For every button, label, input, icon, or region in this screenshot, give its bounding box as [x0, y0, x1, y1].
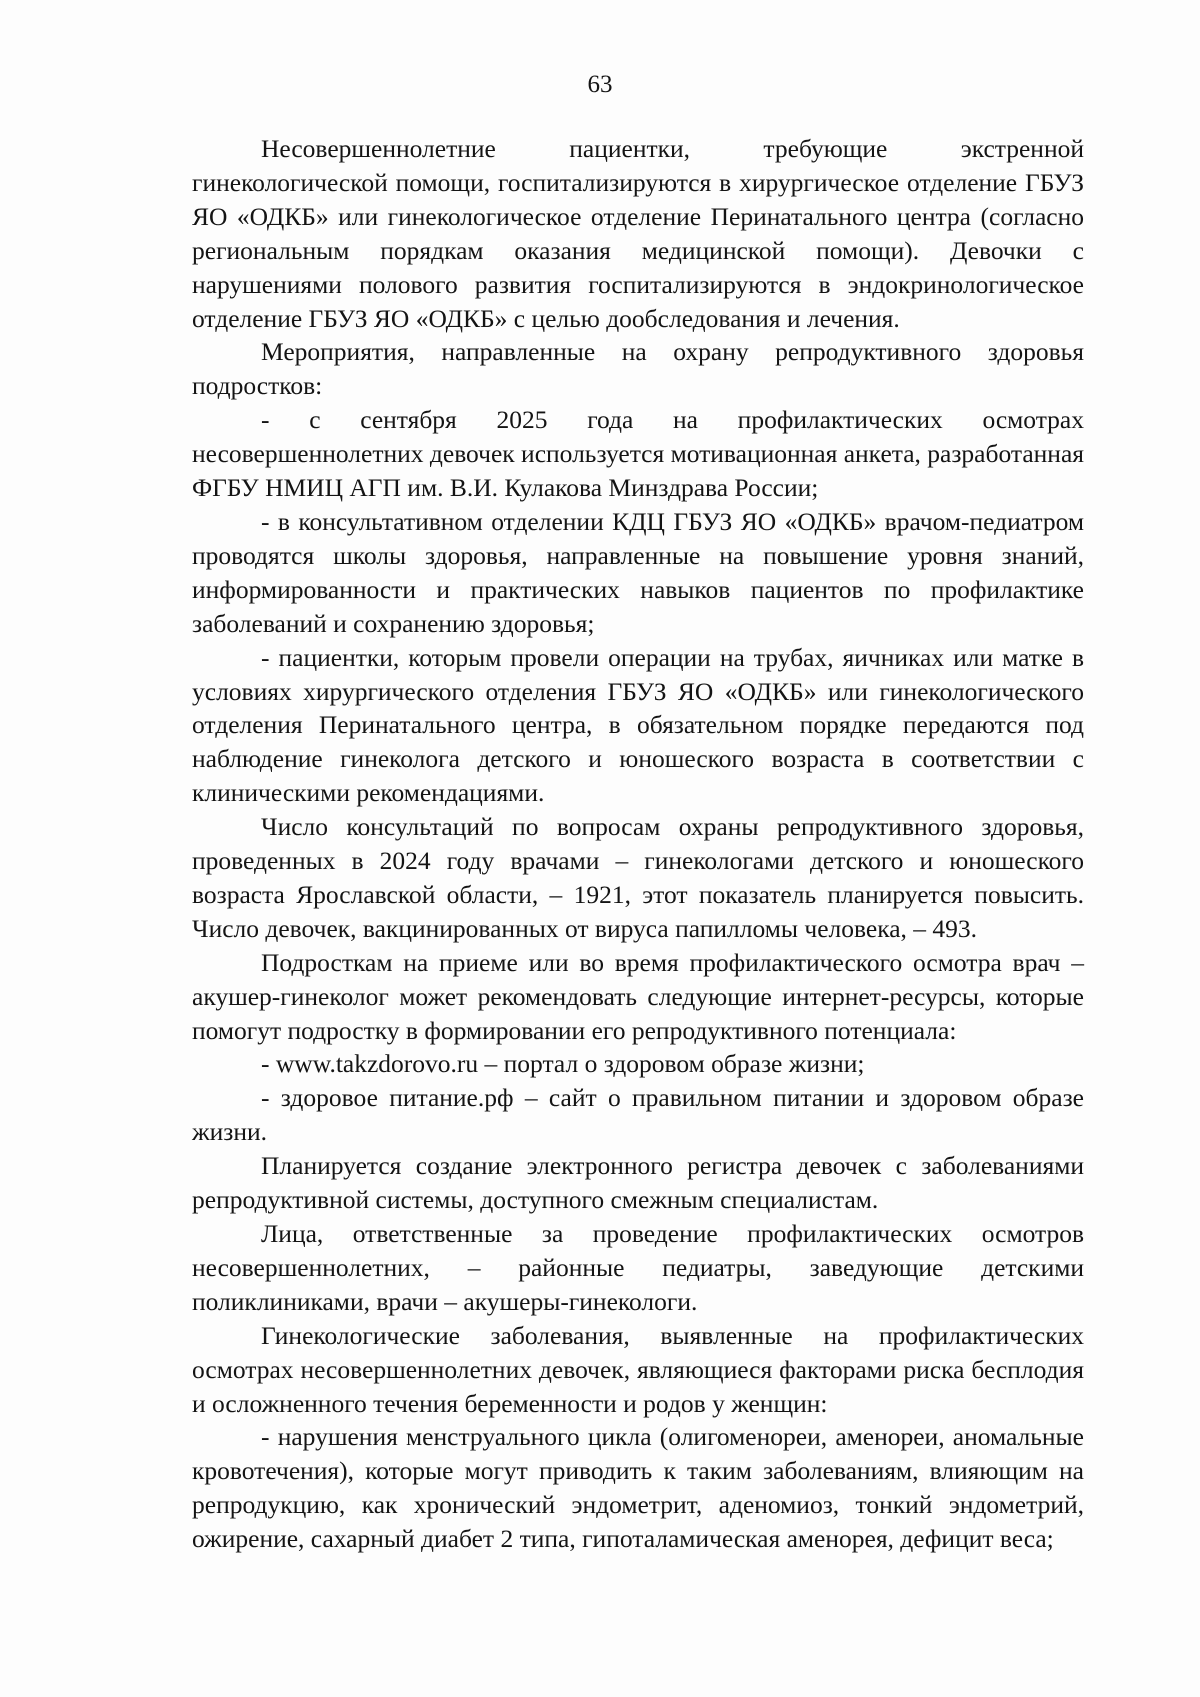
- list-item-post-surgery-observation: - пациентки, которым провели операции на трубах, яичниках или матке в условиях хирургического отделения ГБУЗ ЯО «ОДКБ» или гинекологического отделения Перинатального центра, в обязательном порядке передаются под наблюдение гинеколога детского и юношеского возраста в соответствии с клиническими рекомендациями.: [192, 642, 1084, 808]
- page-number: 63: [587, 71, 613, 98]
- paragraph-gynecological-diseases-intro: Гинекологические заболевания, выявленные на профилактических осмотрах несовершеннолетних девочек, являющиеся факторами риска бесплодия и осложненного течения беременности и родов у женщин:: [192, 1320, 1084, 1418]
- paragraph-electronic-register: Планируется создание электронного регистра девочек с заболеваниями репродуктивной системы, доступного смежным специалистам.: [192, 1151, 1084, 1215]
- paragraph-emergency-care: Несовершеннолетние пациентки, требующие экстренной гинекологической помощи, госпитализируются в хирургическое отделение ГБУЗ ЯО «ОДКБ» или гинекологическое отделение Перинатального центра (согласно региональным порядкам оказания медицинской помощи). Девочки с нарушениями полового развития госпитализируются в эндокринологическое отделение ГБУЗ ЯО «ОДКБ» с целью дообследования и лечения.: [192, 134, 1084, 333]
- paragraph-consultations-count: Число консультаций по вопросам охраны репродуктивного здоровья, проведенных в 2024 году врачами – гинекологами детского и юношеского возраста Ярославской области, – 1921, этот показатель планируется повысить. Число девочек, вакцинированных от вируса папилломы человека, – 493.: [192, 812, 1084, 943]
- list-item-menstrual-disorders: - нарушения менструального цикла (олигоменореи, аменореи, аномальные кровотечения), которые могут приводить к таким заболеваниям, влияющим на репродукцию, как хронический эндометрит, аденомиоз, тонкий эндометрий, ожирение, сахарный диабет 2 типа, гипоталамическая аменорея, дефицит веса;: [192, 1422, 1084, 1554]
- paragraph-internet-resources-intro: Подросткам на приеме или во время профилактического осмотра врач – акушер-гинеколог может рекомендовать следующие интернет-ресурсы, которые помогут подростку в формировании его репродуктивного потенциала:: [192, 947, 1084, 1045]
- paragraph-measures-intro: Мероприятия, направленные на охрану репродуктивного здоровья подростков:: [192, 337, 1084, 401]
- list-item-healthy-food-site: - здоровое питание.рф – сайт о правильном питании и здоровом образе жизни.: [192, 1083, 1084, 1147]
- list-item-health-schools: - в консультативном отделении КДЦ ГБУЗ ЯО «ОДКБ» врачом-педиатром проводятся школы здоровья, направленные на повышение уровня знаний, информированности и практических навыков пациентов по профилактике заболеваний и сохранению здоровья;: [192, 506, 1084, 638]
- document-body: [192, 132, 1084, 1556]
- list-item-takzdorovo: - www.takzdorovo.ru – портал о здоровом образе жизни;: [261, 1049, 865, 1079]
- list-item-motivation-questionnaire: - с сентября 2025 года на профилактических осмотрах несовершеннолетних девочек используется мотивационная анкета, разработанная ФГБУ НМИЦ АГП им. В.И. Кулакова Минздрава России;: [192, 405, 1084, 503]
- paragraph-responsible-persons: Лица, ответственные за проведение профилактических осмотров несовершеннолетних, – районные педиатры, заведующие детскими поликлиниками, врачи – акушеры-гинекологи.: [192, 1219, 1084, 1316]
